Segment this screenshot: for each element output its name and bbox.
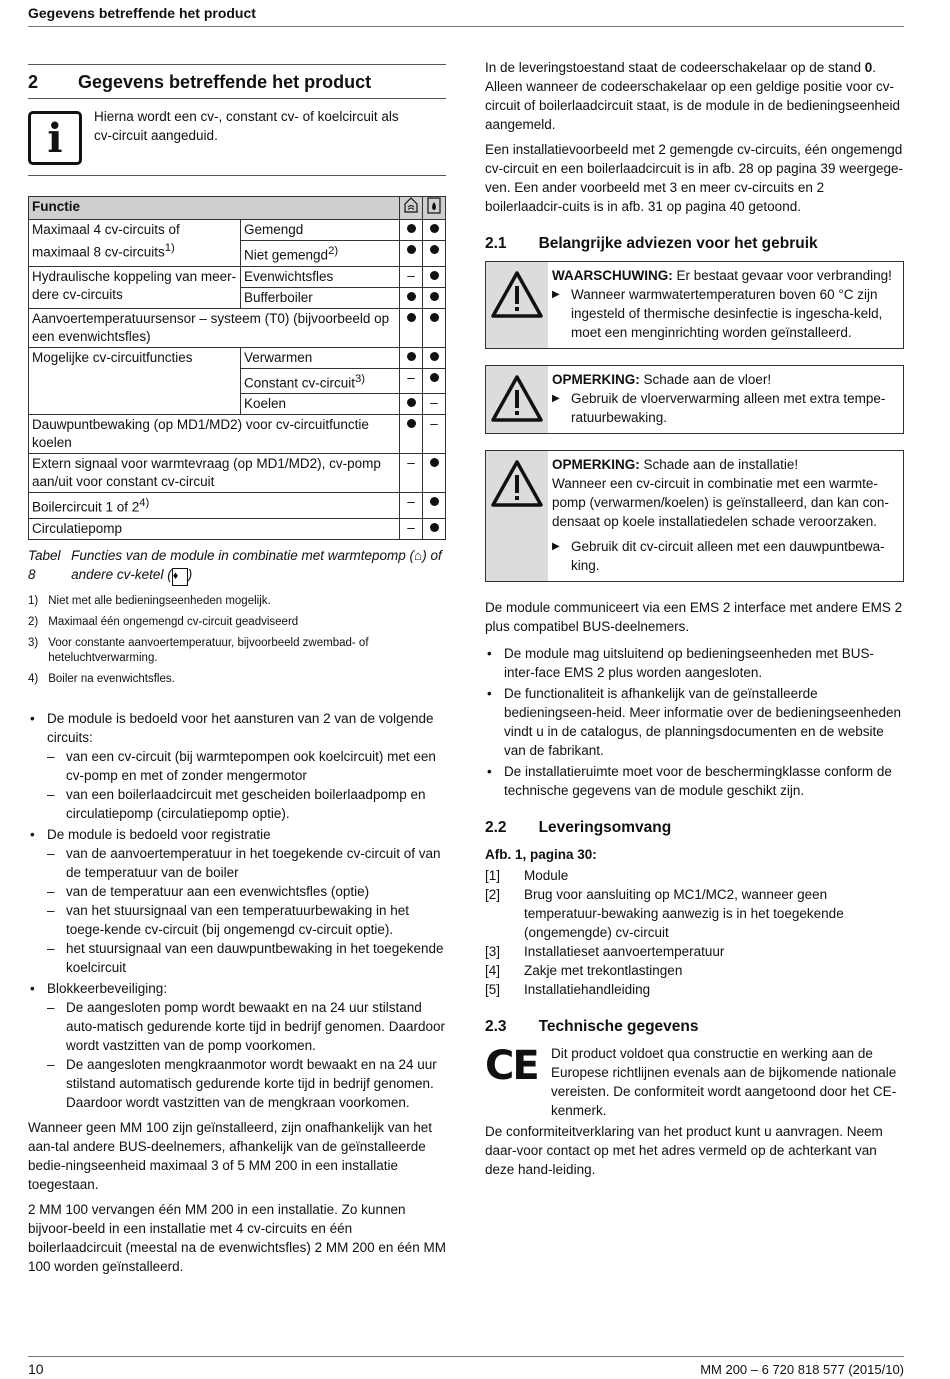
table-row xyxy=(29,415,446,454)
action-step: ▶ Wanneer warmwatertemperaturen boven 60 °C zijn ingesteld of thermische desinfectie is ingescha-keld, moet een menginrichting worden geïnstalleerd. xyxy=(552,285,897,342)
list-item: – van een boilerlaadcircuit met gescheiden boilerlaadpomp en circulatiepomp (circulatiepomp optie). xyxy=(47,785,446,823)
list-item: – van een cv-circuit (bij warmtepompen ook koelcircuit) met een cv-pomp en met of zonder mengermotor xyxy=(47,747,446,785)
section-title: Gegevens betreffende het product xyxy=(78,72,372,92)
list-item: – het stuursignaal van een dauwpuntbewaking in het toegekende koelcircuit xyxy=(47,939,446,977)
table-row xyxy=(29,308,446,347)
item-number: [5] xyxy=(485,982,501,997)
list-item-text: De module is bedoeld voor registratie xyxy=(47,826,271,842)
ce-statement xyxy=(485,1044,904,1120)
table-cell-hp xyxy=(400,394,423,415)
list-item: • De installatieruimte moet voor de beschermingklasse conform de technische gegevens van de module geschikt zijn. xyxy=(485,762,904,800)
footnote xyxy=(28,615,446,630)
item-text: Zakje met trekontlastingen xyxy=(524,963,683,978)
notice-paragraph: Wanneer een cv-circuit in combinatie met een warmte-pomp (verwarmen/koelen) is geïnstalleerd, dan kan con-densaat op koele installatiedelen schade veroorzaken. xyxy=(552,476,889,529)
cell-text: Niet gemengd xyxy=(244,247,329,263)
paragraph: 2 MM 100 vervangen één MM 200 in een installatie. Zo kunnen bijvoor-beeld in een installatie met 4 cv-circuits en één boilerlaadcircuit (meestal na de evenwichtsfles) 2 MM 200 en één MM 100 worden geïnstalleerd. xyxy=(28,1201,446,1274)
dash-list xyxy=(47,998,446,1112)
footnote-ref: 2) xyxy=(328,245,339,257)
notice-body xyxy=(548,451,903,581)
table-header-row xyxy=(29,197,446,220)
heat-pump-icon: ⌂ xyxy=(414,547,423,563)
subsection-title: Belangrijke adviezen voor het gebruik xyxy=(538,235,818,252)
item-text: Module xyxy=(524,868,569,883)
list-item: • De module mag uitsluitend op bedieningseenheden met BUS-inter-face EMS 2 plus worden aangesloten. xyxy=(485,644,904,682)
text-run: . Alleen wanneer de codeerschakelaar op een geldige positie voor cv-circuit of boilerlaadcircuit staat, is de module in de bedieningseenheid aangemeld. xyxy=(485,60,900,132)
dot-mark xyxy=(430,373,439,382)
table-cell-boiler: – xyxy=(423,415,446,454)
list-item xyxy=(485,961,904,980)
list-item: – De aangesloten pomp wordt bewaakt en na 24 uur stilstand auto-matisch gedurende korte tijd in bedrijf genomen. Daardoor wordt vastzitten van de pomp voorkomen. xyxy=(47,998,446,1055)
item-number: [1] xyxy=(485,868,501,883)
table-cell-hp xyxy=(400,241,423,267)
footnote-number: 4) xyxy=(28,672,39,685)
figure-reference: Afb. 1, pagina 30: xyxy=(485,847,597,862)
list-item: – van de temperatuur aan een evenwichtsfles (optie) xyxy=(47,882,446,901)
list-item: – van het stuursignaal van een temperatuurbewaking in het toege-kende cv-circuit (bij ongemengd cv-circuit optie). xyxy=(47,901,446,939)
table-cell-hp xyxy=(400,220,423,241)
delivery-list xyxy=(485,866,904,999)
dot-mark xyxy=(430,497,439,506)
footnote-ref: 4) xyxy=(139,497,150,509)
list-item: • De functionaliteit is afhankelijk van de geïnstalleerde bedieningseen-heid. Meer informatie over de bedieningseenheden vindt u in de catalogus, de planningsdocumenten en de website van de fabrikant. xyxy=(485,684,904,760)
caption-part: ) of andere cv-ketel ( xyxy=(71,547,442,582)
item-number: [4] xyxy=(485,963,501,978)
notice-box xyxy=(485,365,904,434)
caption-label: Tabel 8 xyxy=(28,547,61,582)
table-cell-function: Extern signaal voor warmtevraag (op MD1/MD2), cv-pomp aan/uit voor constant cv-circuit xyxy=(29,454,400,493)
table-row xyxy=(29,266,446,287)
action-step: ▶ Gebruik de vloerverwarming alleen met extra tempe-ratuurbewaking. xyxy=(552,389,897,427)
table-cell-hp xyxy=(400,287,423,308)
warning-triangle-icon xyxy=(486,366,548,433)
table-cell-hp xyxy=(400,347,423,368)
table-cell-variant xyxy=(241,368,400,394)
list-item xyxy=(28,979,446,1112)
subsection-number: 2.3 xyxy=(485,1018,507,1035)
footer-rule xyxy=(28,1356,904,1357)
subsection-title: Technische gegevens xyxy=(538,1018,699,1035)
table-cell-variant: Verwarmen xyxy=(241,347,400,368)
table-caption xyxy=(28,546,446,586)
item-text: Installatieset aanvoertemperatuur xyxy=(524,944,725,959)
table-cell-function: Circulatiepomp xyxy=(29,518,400,539)
boiler-flame-icon: ♦ xyxy=(172,568,188,586)
warning-body xyxy=(548,262,903,348)
subsection-number: 2.1 xyxy=(485,235,507,252)
table-cell-variant xyxy=(241,241,400,267)
table-cell-boiler xyxy=(423,287,446,308)
list-item-text: Blokkeerbeveiliging: xyxy=(47,980,168,996)
footnote-text: Maximaal één ongemengd cv-circuit geadviseerd xyxy=(48,615,299,628)
dot-mark xyxy=(430,224,439,233)
table-cell-boiler xyxy=(423,220,446,241)
warning-triangle-icon xyxy=(486,262,548,348)
table-cell-hp: – xyxy=(400,518,423,539)
table-cell-function: Mogelijke cv-circuitfuncties xyxy=(29,347,241,415)
table-row xyxy=(29,518,446,539)
table-cell-hp xyxy=(400,308,423,347)
boiler-flame-icon xyxy=(423,197,446,220)
notice-heading xyxy=(552,370,897,389)
paragraph: Wanneer geen MM 100 zijn geïnstalleerd, zijn onafhankelijk van het aan-tal andere BUS-deelnemers, afhankelijk van de geïnstalleerde bedie-ningseenheid maximaal 3 of 5 MM 200 in een installatie toegestaan. xyxy=(28,1119,432,1192)
footnote xyxy=(28,636,446,666)
footnote-text: Voor constante aanvoertemperatuur, bijvoorbeeld zwembad- of heteluchtverwarming. xyxy=(48,636,369,664)
subsection-heading xyxy=(485,234,904,253)
table-cell-function: Hydraulische koppeling van meer-dere cv-circuits xyxy=(29,266,241,308)
table-head-function: Functie xyxy=(29,197,400,220)
notice-label: OPMERKING: xyxy=(552,457,640,472)
list-item xyxy=(485,980,904,999)
table-cell-hp xyxy=(400,415,423,454)
caption-part: Functies van de module in combinatie met warmtepomp ( xyxy=(71,547,415,563)
subsection-heading xyxy=(485,1017,904,1036)
table-cell-function xyxy=(29,493,400,519)
table-row xyxy=(29,493,446,519)
footnote-number: 3) xyxy=(28,636,39,649)
dot-mark xyxy=(407,245,416,254)
ce-text: Dit product voldoet qua constructie en werking aan de Europese richtlijnen evenals aan de bijkomende nationale vereisten. De conformiteit wordt aangetoond door het CE-kenmerk. xyxy=(551,1046,897,1118)
left-bullet-list xyxy=(28,709,446,1112)
dot-mark xyxy=(430,245,439,254)
dot-mark xyxy=(430,292,439,301)
cell-text: Maximaal 4 cv-circuits of maximaal 8 cv-circuits xyxy=(32,222,180,260)
list-item xyxy=(485,866,904,885)
cell-text: Boilercircuit 1 of 2 xyxy=(32,499,140,515)
warning-triangle-icon xyxy=(486,451,548,581)
dot-mark xyxy=(407,352,416,361)
table-cell-boiler xyxy=(423,518,446,539)
table-cell-variant: Gemengd xyxy=(241,220,400,241)
text-run-bold: 0 xyxy=(864,60,873,75)
table-row xyxy=(29,220,446,241)
dot-mark xyxy=(407,224,416,233)
left-column xyxy=(28,64,446,1282)
running-header: Gegevens betreffende het product xyxy=(28,5,256,21)
notice-body xyxy=(548,366,903,433)
list-item: – van de aanvoertemperatuur in het toegekende cv-circuit of van de temperatuur van de boiler xyxy=(47,844,446,882)
section-number: 2 xyxy=(28,72,39,92)
table-cell-boiler xyxy=(423,368,446,394)
footnote-number: 2) xyxy=(28,615,39,628)
list-item xyxy=(485,885,904,942)
list-item xyxy=(28,709,446,823)
text-run: In de leveringstoestand staat de codeerschakelaar op de stand xyxy=(485,60,865,75)
table-cell-boiler xyxy=(423,347,446,368)
subsection-number: 2.2 xyxy=(485,819,507,836)
table-cell-boiler xyxy=(423,266,446,287)
info-note xyxy=(28,99,446,176)
right-column xyxy=(485,58,904,1185)
dash-list xyxy=(47,747,446,823)
cell-text: Constant cv-circuit xyxy=(244,375,356,390)
table-cell-hp: – xyxy=(400,266,423,287)
section-heading xyxy=(28,65,446,98)
notice-text: Schade aan de vloer! xyxy=(639,372,772,387)
action-step: ▶ Gebruik dit cv-circuit alleen met een dauwpuntbewa-king. xyxy=(552,537,897,575)
dot-mark xyxy=(407,313,416,322)
footnote-ref: 1) xyxy=(164,242,175,254)
footnote-text: Boiler na evenwichtsfles. xyxy=(48,672,175,685)
table-cell-variant: Koelen xyxy=(241,394,400,415)
warning-box xyxy=(485,261,904,349)
notice-box xyxy=(485,450,904,582)
subsection-heading xyxy=(485,818,904,837)
warning-label: WAARSCHUWING: xyxy=(552,268,673,283)
paragraph: De module communiceert via een EMS 2 interface met andere EMS 2 plus compatibel BUS-deelnemers. xyxy=(485,600,903,634)
dot-mark xyxy=(430,313,439,322)
list-item xyxy=(28,825,446,977)
footnote-text: Niet met alle bedieningseenheden mogelijk. xyxy=(48,594,271,607)
dot-mark xyxy=(407,292,416,301)
footnote-ref: 3) xyxy=(355,372,366,385)
caption-part: ) xyxy=(187,566,193,582)
subsection-title: Leveringsomvang xyxy=(538,819,672,836)
dot-mark xyxy=(407,398,416,407)
document-reference: MM 200 – 6 720 818 577 (2015/10) xyxy=(700,1362,904,1377)
table-cell-hp: – xyxy=(400,454,423,493)
table-cell-boiler xyxy=(423,454,446,493)
table-cell-variant: Bufferboiler xyxy=(241,287,400,308)
info-note-text: Hierna wordt een cv-, constant cv- of koelcircuit als cv-circuit aangeduid. xyxy=(94,109,399,143)
dash-list xyxy=(47,844,446,977)
footnote-number: 1) xyxy=(28,594,39,607)
caption-text xyxy=(71,546,446,586)
item-text: Brug voor aansluiting op MC1/MC2, wanneer geen temperatuur-bewaking aanwezig is in het toegekende (ongemengde) cv-circuit xyxy=(524,887,844,940)
info-icon: i xyxy=(28,111,82,165)
paragraph xyxy=(485,58,904,134)
dot-mark xyxy=(430,352,439,361)
table-cell-boiler xyxy=(423,493,446,519)
item-text: Installatiehandleiding xyxy=(524,982,651,997)
footnotes xyxy=(28,594,446,687)
dot-mark xyxy=(430,458,439,467)
list-item xyxy=(485,942,904,961)
right-bullet-list xyxy=(485,644,904,800)
paragraph: Een installatievoorbeeld met 2 gemengde cv-circuits, één ongemengd cv-circuit en een boilerlaadcircuit is in afb. 28 op pagina 39 weergege-ven. Een ander voorbeeld met 3 en meer cv-circuits en 2 boilerlaadcir-cuits is in afb. 31 op pagina 40 getoond. xyxy=(485,142,903,214)
page-number: 10 xyxy=(28,1361,44,1377)
list-item-text: De module is bedoeld voor het aansturen van 2 van de volgende circuits: xyxy=(47,710,434,745)
table-cell-function xyxy=(29,220,241,267)
notice-heading xyxy=(552,455,897,474)
footnote xyxy=(28,594,446,609)
header-rule xyxy=(28,26,904,27)
dot-mark xyxy=(430,523,439,532)
list-item: – De aangesloten mengkraanmotor wordt bewaakt en na 24 uur stilstand automatisch gedurende korte tijd in bedrijf genomen. Daardoor wordt vastzitten van de mengkraan voorkomen. xyxy=(47,1055,446,1112)
ce-mark-icon: CE xyxy=(485,1043,538,1089)
table-cell-function: Dauwpuntbewaking (op MD1/MD2) voor cv-circuitfunctie koelen xyxy=(29,415,400,454)
notice-text: Schade aan de installatie! xyxy=(639,457,799,472)
table-cell-hp: – xyxy=(400,368,423,394)
paragraph: De conformiteitverklaring van het product kunt u aanvragen. Neem daar-voor contact op met het adres vermeld op de achterkant van deze hand-leiding. xyxy=(485,1124,883,1177)
footnote xyxy=(28,672,446,687)
dot-mark xyxy=(430,271,439,280)
warning-text: Er bestaat gevaar voor verbranding! xyxy=(672,268,892,283)
table-cell-variant: Evenwichtsfles xyxy=(241,266,400,287)
table-cell-boiler xyxy=(423,308,446,347)
dot-mark xyxy=(407,419,416,428)
function-table xyxy=(28,196,446,540)
table-cell-hp: – xyxy=(400,493,423,519)
table-cell-function: Aanvoertemperatuursensor – systeem (T0) (bijvoorbeeld op een evenwichtsfles) xyxy=(29,308,400,347)
heat-pump-icon xyxy=(400,197,423,220)
table-row xyxy=(29,454,446,493)
table-cell-boiler: – xyxy=(423,394,446,415)
warning-heading xyxy=(552,266,897,285)
item-number: [3] xyxy=(485,944,501,959)
item-number: [2] xyxy=(485,887,501,902)
table-cell-boiler xyxy=(423,241,446,267)
notice-label: OPMERKING: xyxy=(552,372,640,387)
table-row xyxy=(29,347,446,368)
